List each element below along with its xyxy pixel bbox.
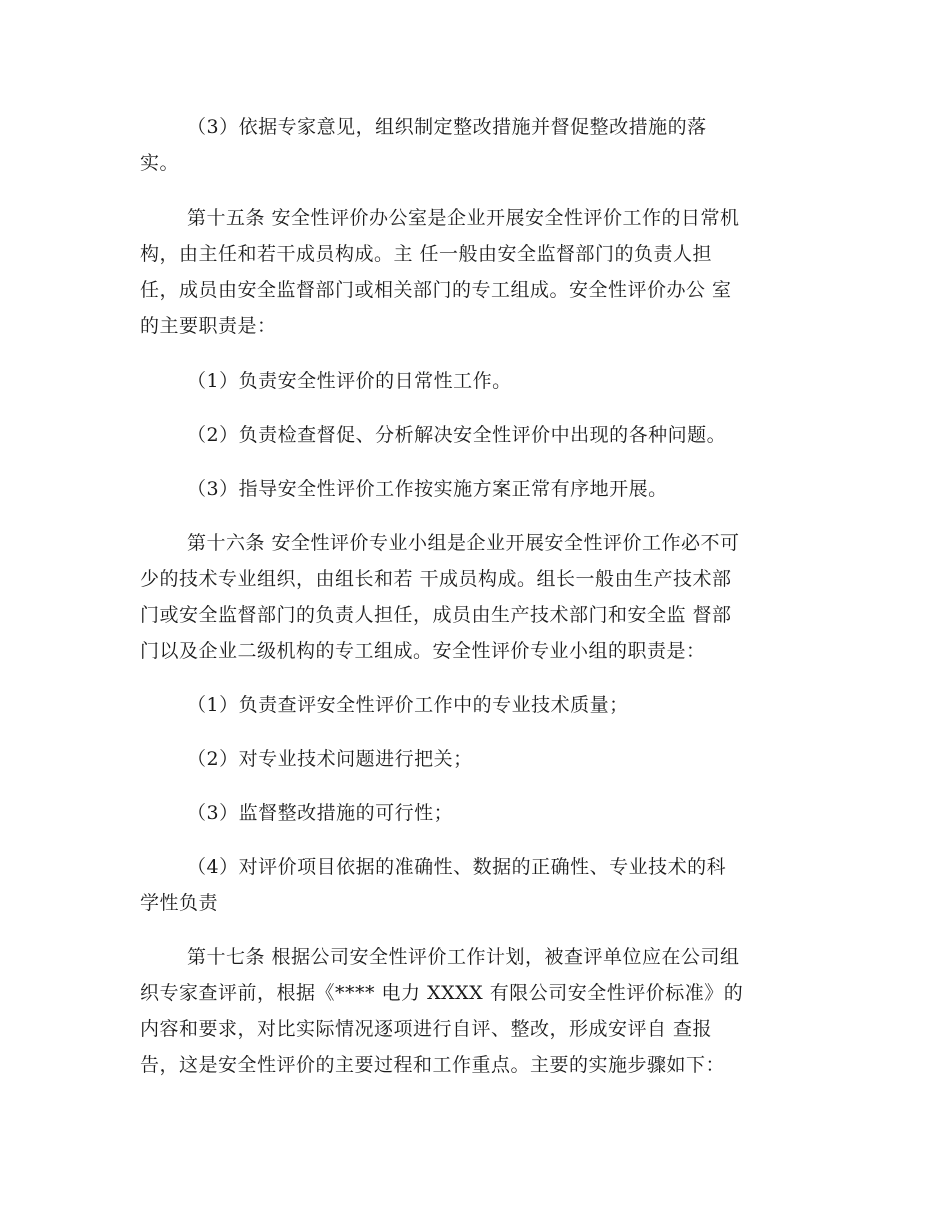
text-line: 第十七条 根据公司安全性评价工作计划，被查评单位应在公司组	[187, 946, 740, 968]
text-line: 少的技术专业组织，由组长和若 干成员构成。组长一般由生产技术部	[140, 568, 732, 590]
text-line: （3）监督整改措施的可行性；	[187, 802, 454, 824]
text-line: （2）负责检查督促、分析解决安全性评价中出现的各种问题。	[187, 424, 727, 446]
text-line: 告，这是安全性评价的主要过程和工作重点。主要的实施步骤如下：	[140, 1054, 726, 1076]
text-line: （1）负责安全性评价的日常性工作。	[187, 370, 512, 392]
text-line: 构，由主任和若干成员构成。主 任一般由安全监督部门的负责人担	[140, 243, 713, 265]
text-line: 的主要职责是：	[140, 315, 277, 337]
text-line: 第十六条 安全性评价专业小组是企业开展安全性评价工作必不可	[187, 532, 740, 554]
text-line: （2）对专业技术问题进行把关；	[187, 748, 473, 770]
text-line: 织专家查评前，根据《**** 电力 XXXX 有限公司安全性评价标准》的	[140, 982, 744, 1004]
text-line: （1）负责查评安全性评价工作中的专业技术质量；	[187, 694, 629, 716]
text-line: 学性负责	[140, 892, 219, 914]
text-line: （3）指导安全性评价工作按实施方案正常有序地开展。	[187, 478, 668, 500]
text-line: 实。	[140, 152, 180, 174]
text-line: 第十五条 安全性评价办公室是企业开展安全性评价工作的日常机	[187, 207, 740, 229]
text-line: （3）依据专家意见，组织制定整改措施并督促整改措施的落	[187, 116, 707, 138]
text-line: 任，成员由安全监督部门或相关部门的专工组成。安全性评价办公 室	[140, 279, 732, 301]
text-line: （4）对评价项目依据的准确性、数据的正确性、专业技术的科	[187, 856, 727, 878]
text-line: 内容和要求，对比实际情况逐项进行自评、整改，形成安评自 查报	[140, 1018, 713, 1040]
text-line: 门或安全监督部门的负责人担任，成员由生产技术部门和安全监 督部	[140, 604, 732, 626]
text-line: 门以及企业二级机构的专工组成。安全性评价专业小组的职责是：	[140, 640, 706, 662]
